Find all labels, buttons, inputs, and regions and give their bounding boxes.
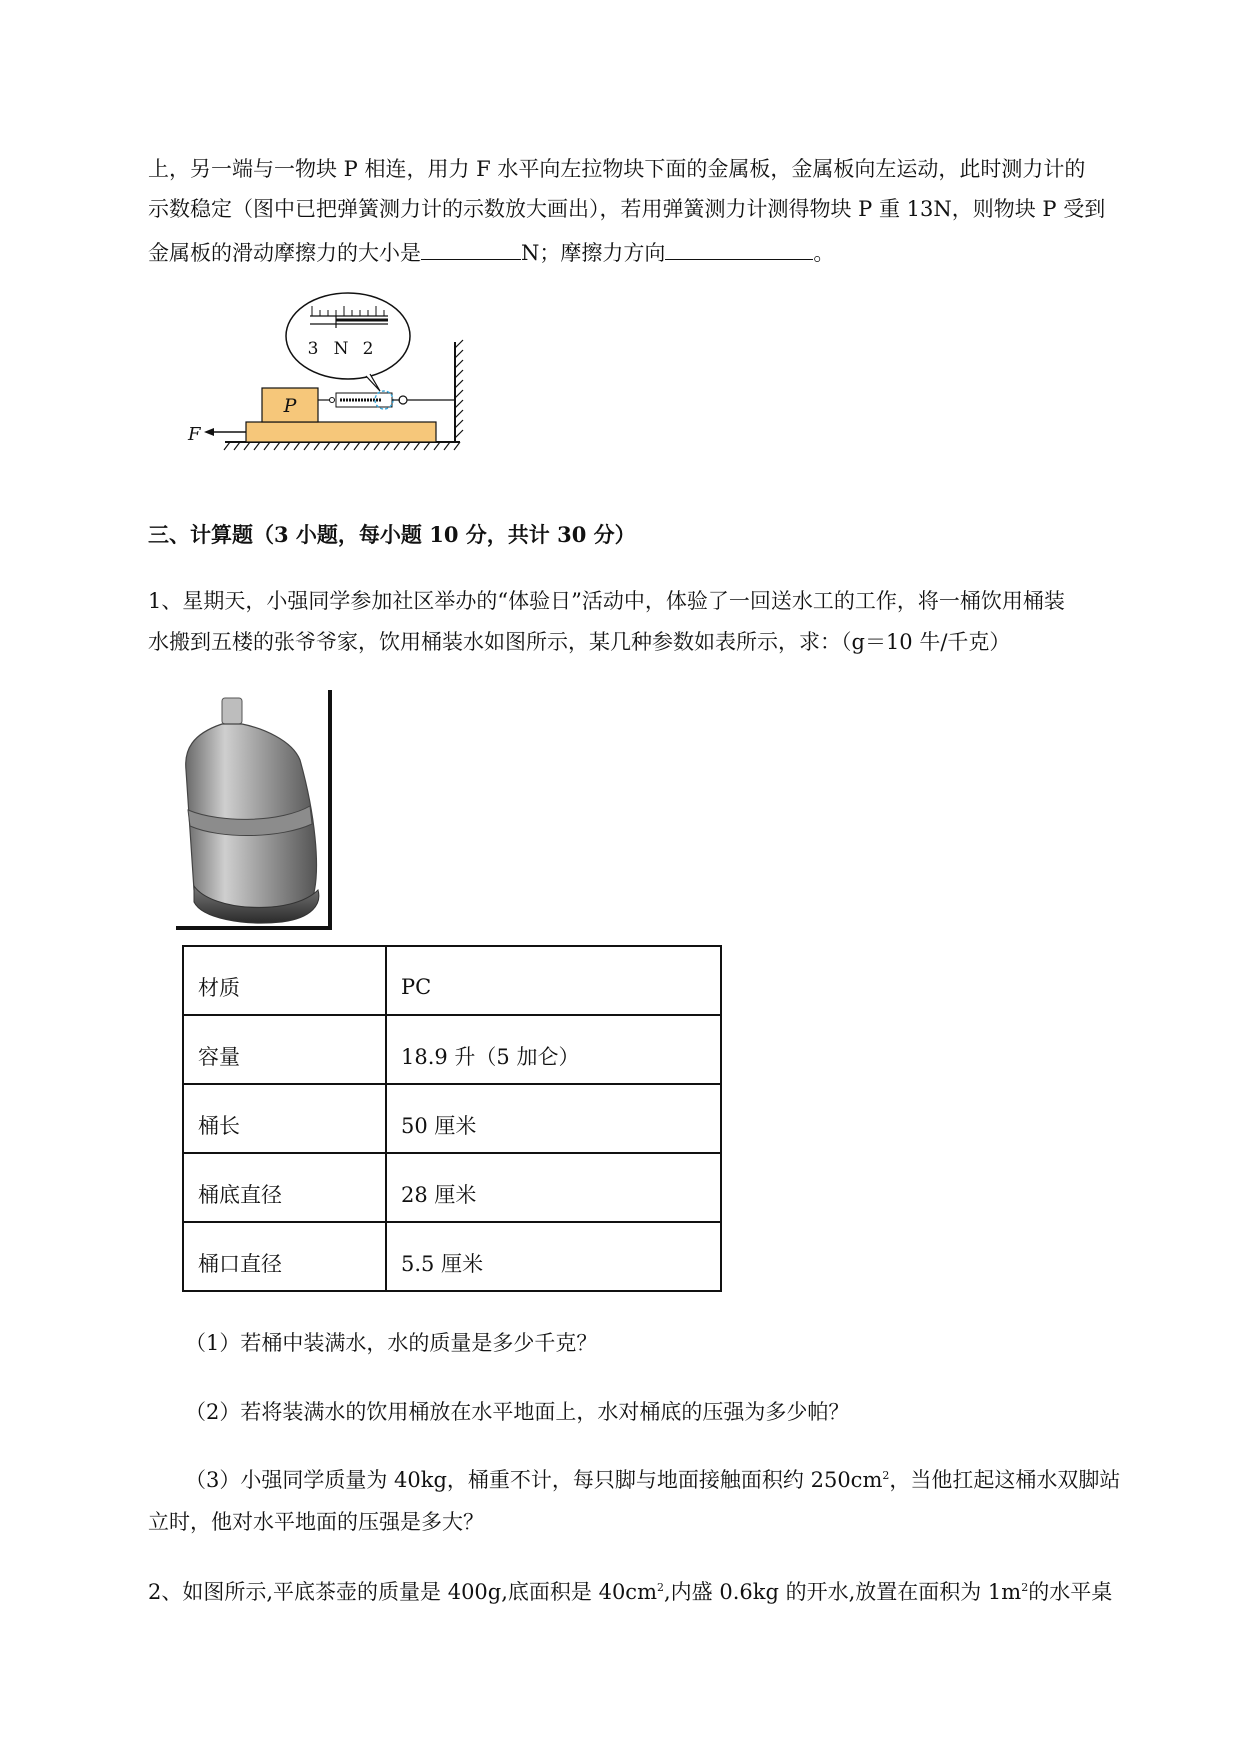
magnified-scale-bubble [286, 293, 410, 379]
q2-line-1 [148, 1577, 1112, 1607]
q1-sub-3-line-2: 立时，他对水平地面的压强是多大？ [148, 1510, 484, 1534]
q1-sub-2: （2）若将装满水的饮用桶放在水平地面上，水对桶底的压强为多少帕？ [185, 1400, 850, 1424]
bucket-parameter-table [182, 945, 722, 1292]
bubble-pointer [366, 374, 380, 391]
force-label: F [188, 424, 201, 445]
table-row [183, 946, 721, 1015]
table-value-cell: PC [386, 946, 721, 1015]
q1-line-2: 水搬到五楼的张爷爷家，饮用桶装水如图所示，某几种参数如表所示，求：（g＝10 牛/千克） [148, 630, 1011, 654]
q1-sub-3-superscript: 2 [882, 1469, 890, 1482]
q1-sub-3-text-b: ，当他扛起这桶水双脚站 [889, 1468, 1121, 1492]
intro-line-3-text-a: 金属板的滑动摩擦力的大小是 [148, 241, 421, 265]
q1-sub-3-line-1 [185, 1465, 1120, 1495]
intro-line-3 [148, 237, 834, 268]
table-value-cell: 50 厘米 [386, 1084, 721, 1153]
q2-superscript-2: 2 [1021, 1581, 1029, 1594]
section-heading: 三、计算题（3 小题，每小题 10 分，共计 30 分） [148, 522, 636, 547]
floor-hatch [224, 442, 460, 450]
table-key-cell: 桶底直径 [183, 1153, 386, 1222]
table-value-cell: 18.9 升（5 加仑） [386, 1015, 721, 1084]
intro-line-2: 示数稳定（图中已把弹簧测力计的示数放大画出），若用弹簧测力计测得物块 P 重 13N，则物块 P 受到 [148, 197, 1106, 221]
intro-line-3-text-b: N；摩擦力方向 [521, 241, 666, 265]
metal-plate [246, 422, 436, 442]
table-value-cell: 5.5 厘米 [386, 1222, 721, 1291]
q2-superscript-1: 2 [656, 1581, 664, 1594]
answer-blank-direction[interactable] [665, 237, 813, 260]
intro-line-1: 上，另一端与一物块 P 相连，用力 F 水平向左拉物块下面的金属板，金属板向左运动，此时测力计的 [148, 157, 1086, 181]
q2-text-b: ,内盛 0.6kg 的开水,放置在面积为 1m [663, 1580, 1022, 1604]
table-row [183, 1084, 721, 1153]
table-row [183, 1015, 721, 1084]
table-key-cell: 桶口直径 [183, 1222, 386, 1291]
block-p-label: P [283, 395, 297, 417]
table-row [183, 1153, 721, 1222]
scale-label-right: 2 [362, 339, 374, 359]
balance-ring-right [399, 396, 407, 404]
table-row [183, 1222, 721, 1291]
scale-label-left: 3 [307, 339, 319, 359]
water-bucket-photo [172, 690, 338, 936]
q1-line-1: 1、星期天，小强同学参加社区举办的“体验日”活动中，体验了一回送水工的工作，将一桶饮用桶装 [148, 589, 1065, 613]
intro-line-3-text-c: 。 [813, 241, 835, 265]
q1-sub-1: （1）若桶中装满水，水的质量是多少千克？ [185, 1331, 598, 1355]
spring-balance-figure [170, 290, 490, 480]
scale-label-unit: N [333, 339, 349, 359]
bucket-neck [222, 698, 242, 724]
q2-text-a: 2、如图所示,平底茶壶的质量是 400g,底面积是 40cm [148, 1580, 657, 1604]
balance-ring-left [330, 398, 335, 403]
table-key-cell: 桶长 [183, 1084, 386, 1153]
q1-sub-3-text-a: （3）小强同学质量为 40kg，桶重不计，每只脚与地面接触面积约 250cm [185, 1468, 883, 1492]
q2-text-c: 的水平桌 [1028, 1580, 1113, 1604]
wall-hatch [455, 340, 463, 438]
force-arrow-head [204, 428, 214, 436]
answer-blank-friction[interactable] [421, 237, 521, 260]
table-key-cell: 材质 [183, 946, 386, 1015]
table-key-cell: 容量 [183, 1015, 386, 1084]
table-value-cell: 28 厘米 [386, 1153, 721, 1222]
